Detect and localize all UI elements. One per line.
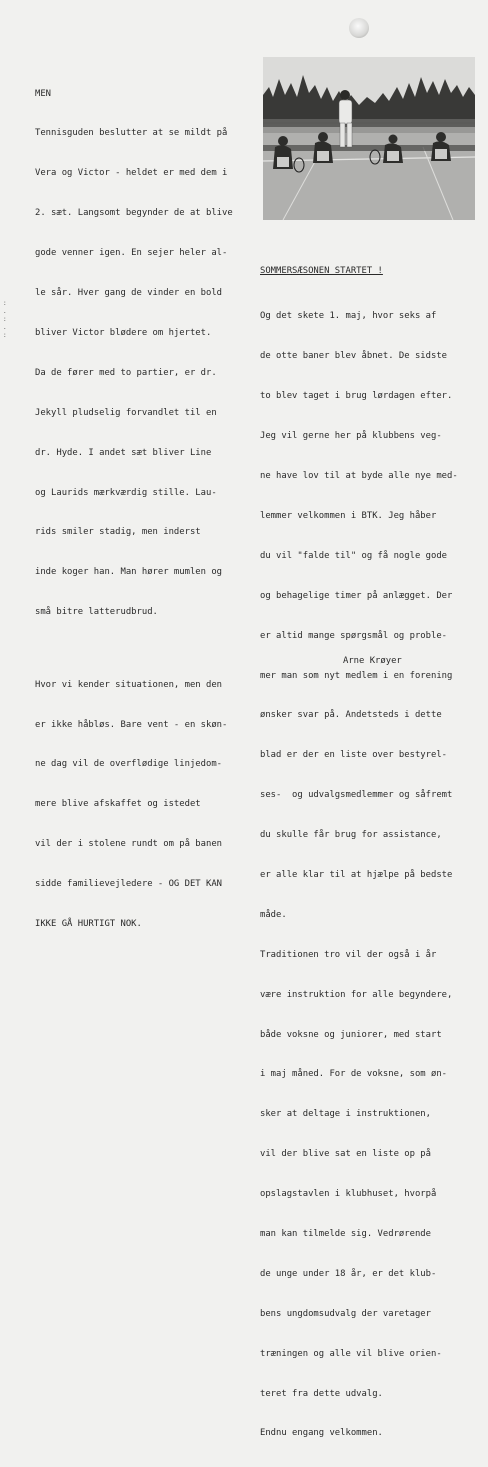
text-line: små bitre latterudbrud.: [35, 607, 158, 618]
photo-illustration: [263, 57, 475, 220]
text-line: Da de fører med to partier, er dr.: [35, 367, 217, 378]
text-line: Tennisguden beslutter at se mildt på: [35, 128, 228, 139]
text-line: være instruktion for alle begyndere,: [260, 989, 453, 1000]
text-line: er alle klar til at hjælpe på bedste: [260, 869, 453, 880]
text-line: og behagelige timer på anlægget. Der: [260, 590, 453, 601]
text-line: vil der blive sat en liste op på: [260, 1149, 431, 1160]
text-line: bens ungdomsudvalg der varetager: [260, 1308, 431, 1319]
text-line: du skulle får brug for assistance,: [260, 830, 442, 841]
text-line: blad er der en liste over bestyrel-: [260, 750, 448, 761]
text-line: man kan tilmelde sig. Vedrørende: [260, 1228, 431, 1239]
text-line: Jeg vil gerne her på klubbens veg-: [260, 431, 442, 442]
text-line: rids smiler stadig, men inderst: [35, 527, 201, 538]
right-column: [260, 238, 458, 1467]
tennis-court-photo: [263, 57, 475, 220]
text-line: sidde familievejledere - OG DET KAN: [35, 879, 223, 890]
text-line: Og det skete 1. maj, hvor seks af: [260, 311, 437, 322]
text-line: IKKE GÅ HURTIGT NOK.: [35, 919, 142, 929]
text-line: opslagstavlen i klubhuset, hvorpå: [260, 1189, 437, 1200]
text-line: teret fra dette udvalg.: [260, 1388, 383, 1399]
text-line: er altid mange spørgsmål og proble-: [260, 630, 448, 641]
text-line: træningen og alle vil blive orien-: [260, 1348, 442, 1359]
margin-marks: : . : . :: [3, 300, 7, 339]
text-line: både voksne og juniorer, med start: [260, 1029, 442, 1040]
text-line: Endnu engang velkommen.: [260, 1428, 383, 1439]
text-line: Hvor vi kender situationen, men den: [35, 679, 223, 690]
text-line: ne have lov til at byde alle nye med-: [260, 471, 458, 482]
text-line: to blev taget i brug lørdagen efter.: [260, 391, 453, 402]
text-line: de otte baner blev åbnet. De sidste: [260, 351, 448, 362]
author-signature: Arne Krøyer: [343, 656, 402, 666]
section-heading: SOMMERSÆSONEN STARTET !: [260, 265, 383, 276]
text-line: 2. sæt. Langsomt begynder de at blive: [35, 208, 233, 219]
text-line: dr. Hyde. I andet sæt bliver Line: [35, 447, 212, 458]
text-line: bliver Victor blødere om hjertet.: [35, 327, 212, 338]
text-line: og Laurids mærkværdig stille. Lau-: [35, 487, 217, 498]
text-line: Traditionen tro vil der også i år: [260, 949, 437, 960]
paragraph-gap: [35, 646, 233, 652]
text-line: ses- og udvalgsmedlemmer og såfremt: [260, 790, 453, 801]
left-column: [35, 61, 233, 958]
text-line: måde.: [260, 909, 287, 920]
text-line: i maj måned. For de voksne, som øn-: [260, 1069, 448, 1080]
text-line: Jekyll pludselig forvandlet til en: [35, 407, 217, 418]
text-line: ønsker svar på. Andetsteds i dette: [260, 710, 442, 721]
text-line: de unge under 18 år, er det klub-: [260, 1268, 437, 1279]
text-line: ne dag vil de overflødige linjedom-: [35, 759, 223, 770]
text-line: mer man som nyt medlem i en forening: [260, 670, 453, 681]
text-line: gode venner igen. En sejer heler al-: [35, 248, 228, 259]
text-line: lemmer velkommen i BTK. Jeg håber: [260, 510, 437, 521]
left-heading: MEN: [35, 88, 52, 99]
text-line: mere blive afskaffet og istedet: [35, 799, 201, 810]
text-line: er ikke håbløs. Bare vent - en skøn-: [35, 719, 228, 730]
text-line: du vil "falde til" og få nogle gode: [260, 550, 448, 561]
text-line: sker at deltage i instruktionen,: [260, 1109, 431, 1120]
punch-hole: [349, 18, 369, 38]
text-line: vil der i stolene rundt om på banen: [35, 839, 223, 850]
text-line: inde koger han. Man hører mumlen og: [35, 567, 223, 578]
text-line: Vera og Victor - heldet er med dem i: [35, 168, 228, 179]
text-line: le sår. Hver gang de vinder en bold: [35, 288, 223, 299]
